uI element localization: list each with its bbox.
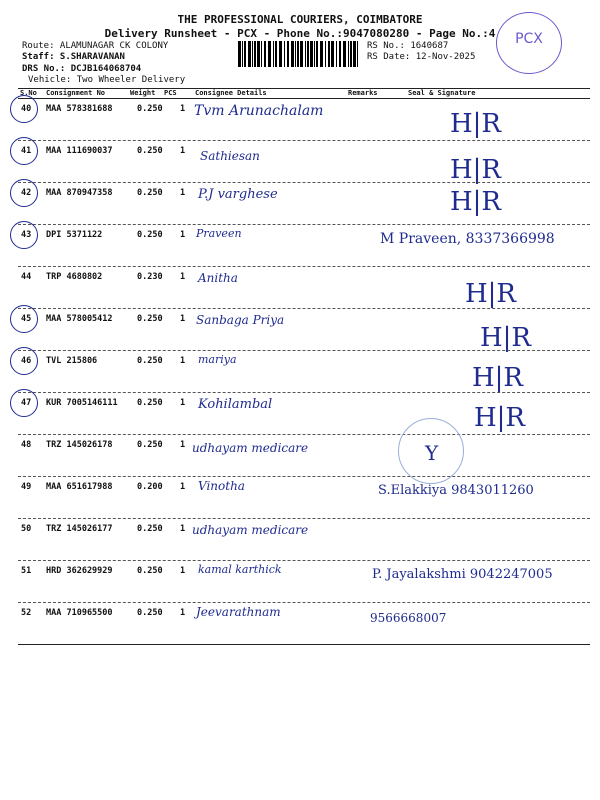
consignment-number: MAA 111690037	[46, 146, 113, 156]
col-weight: Weight	[130, 89, 156, 97]
barcode-bar	[268, 41, 271, 67]
tick-circle	[10, 137, 38, 165]
weight-value: 0.250	[137, 440, 163, 450]
tick-circle	[10, 95, 38, 123]
row-sno: 45	[21, 314, 32, 324]
row-divider	[18, 560, 590, 561]
consignment-number: MAA 870947358	[46, 188, 113, 198]
barcode-bar	[314, 41, 315, 67]
tick-circle	[10, 221, 38, 249]
consignee-name: Anitha	[198, 271, 238, 285]
barcode-bar	[310, 41, 313, 67]
signature: H|R	[472, 363, 524, 393]
tick-circle	[10, 305, 38, 333]
barcode-bar	[291, 41, 294, 67]
consignment-number: MAA 651617988	[46, 482, 113, 492]
pcs-value: 1	[180, 608, 186, 618]
barcode-bar	[242, 41, 243, 67]
consignee-name: Vinotha	[198, 479, 245, 493]
barcode-bar	[261, 41, 262, 67]
consignee-name: udhayam medicare	[192, 523, 309, 537]
signature: H|R	[450, 187, 502, 217]
barcode-bar	[284, 41, 285, 67]
row-sno: 49	[21, 482, 32, 492]
consignee-name: Jeevarathnam	[196, 605, 281, 619]
weight-value: 0.230	[137, 272, 163, 282]
barcode-bar	[254, 41, 256, 67]
staff-label: Staff: S.SHARAVANAN	[22, 52, 125, 62]
rs-date: RS Date: 12-Nov-2025	[367, 52, 476, 62]
pcs-value: 1	[180, 104, 186, 114]
tick-circle	[10, 347, 38, 375]
weight-value: 0.250	[137, 104, 163, 114]
weight-value: 0.250	[137, 398, 163, 408]
consignment-number: TVL 215806	[46, 356, 98, 366]
barcode-bar	[353, 41, 356, 67]
signature: 9566668007	[370, 611, 447, 625]
row-sno: 52	[21, 608, 32, 618]
barcode-bar	[331, 41, 334, 67]
consignment-number: KUR 7005146111	[46, 398, 118, 408]
col-sno: S.No	[20, 89, 37, 97]
barcode-bar	[297, 41, 299, 67]
pcs-value: 1	[180, 398, 186, 408]
weight-value: 0.200	[137, 482, 163, 492]
signature: H|R	[480, 323, 532, 353]
consignee-name: kamal karthick	[198, 563, 282, 576]
tick-circle	[10, 389, 38, 417]
signature: P. Jayalakshmi 9042247005	[372, 567, 553, 582]
consignment-number: TRP 4680802	[46, 272, 103, 282]
pcx-stamp-text: PCX	[515, 31, 543, 47]
row-divider	[18, 182, 590, 183]
signature: Y	[425, 441, 439, 465]
weight-value: 0.250	[137, 566, 163, 576]
col-remarks: Remarks	[348, 89, 378, 97]
row-sno: 51	[21, 566, 32, 576]
pcs-value: 1	[180, 524, 186, 534]
barcode-bar	[325, 41, 326, 67]
barcode-bar	[238, 41, 241, 67]
row-divider	[18, 434, 590, 435]
pcs-value: 1	[180, 188, 186, 198]
signature: M Praveen, 8337366998	[380, 231, 555, 247]
row-divider	[18, 224, 590, 225]
consignee-name: Sathiesan	[200, 149, 260, 163]
weight-value: 0.250	[137, 608, 163, 618]
barcode-bar	[279, 41, 282, 67]
row-sno: 47	[21, 398, 32, 408]
header-bottom-rule	[18, 98, 590, 99]
col-seal: Seal & Signature	[408, 89, 476, 97]
barcode-bar	[348, 41, 349, 67]
barcode-bar	[343, 41, 346, 67]
signature: H|R	[474, 403, 526, 433]
barcode-bar	[252, 41, 253, 67]
pcs-value: 1	[180, 566, 186, 576]
company-title: THE PROFESSIONAL COURIERS, COIMBATORE	[177, 13, 423, 26]
row-divider	[18, 350, 590, 351]
row-divider	[18, 392, 590, 393]
pcs-value: 1	[180, 146, 186, 156]
consignee-name: mariya	[198, 353, 237, 366]
barcode-bar	[244, 41, 246, 67]
barcode-bar	[287, 41, 289, 67]
weight-value: 0.250	[137, 188, 163, 198]
rs-number: RS No.: 1640687	[367, 41, 449, 51]
barcode-image	[238, 41, 360, 67]
weight-value: 0.250	[137, 356, 163, 366]
route-label: Route: ALAMUNAGAR CK COLONY	[22, 41, 169, 51]
consignee-name: Kohilambal	[198, 397, 273, 412]
consignment-number: MAA 578381688	[46, 104, 113, 114]
row-sno: 41	[21, 146, 32, 156]
consignee-name: Sanbaga Priya	[196, 313, 285, 327]
barcode-bar	[320, 41, 323, 67]
row-sno: 50	[21, 524, 32, 534]
consignee-name: Tvm Arunachalam	[194, 103, 324, 119]
weight-value: 0.250	[137, 314, 163, 324]
consignment-number: MAA 710965500	[46, 608, 113, 618]
row-sno: 44	[21, 272, 32, 282]
row-divider	[18, 308, 590, 309]
header-top-rule	[18, 88, 590, 89]
col-consignment: Consignment No	[46, 89, 106, 97]
barcode-bar	[273, 41, 274, 67]
company-seal-icon	[398, 418, 464, 484]
pcs-value: 1	[180, 230, 186, 240]
barcode-bar	[339, 41, 341, 67]
weight-value: 0.250	[137, 230, 163, 240]
pcx-stamp	[496, 12, 562, 74]
barcode-bar	[248, 41, 251, 67]
consignee-name: udhayam medicare	[192, 441, 309, 455]
consignment-number: MAA 578005412	[46, 314, 113, 324]
weight-value: 0.250	[137, 146, 163, 156]
pcs-value: 1	[180, 440, 186, 450]
barcode-bar	[316, 41, 318, 67]
consignee-name: Praveen	[196, 227, 242, 240]
vehicle-label: Vehicle: Two Wheeler Delivery	[28, 75, 186, 85]
col-consignee: Consignee Details	[195, 89, 267, 97]
barcode-bar	[328, 41, 330, 67]
runsheet-subtitle: Delivery Runsheet - PCX - Phone No.:9047080280 - Page No.:4	[104, 27, 496, 40]
signature: H|R	[450, 109, 502, 139]
pcs-value: 1	[180, 356, 186, 366]
row-sno: 43	[21, 230, 32, 240]
barcode-bar	[350, 41, 352, 67]
pcs-value: 1	[180, 482, 186, 492]
consignee-name: P.J varghese	[198, 187, 278, 202]
row-divider	[18, 602, 590, 603]
consignment-number: TRZ 145026178	[46, 440, 113, 450]
signature: H|R	[465, 279, 517, 309]
barcode-bar	[357, 41, 358, 67]
barcode-bar	[305, 41, 306, 67]
row-divider	[18, 266, 590, 267]
barcode-bar	[307, 41, 309, 67]
signature: S.Elakkiya 9843011260	[378, 483, 534, 498]
row-divider	[18, 644, 590, 645]
barcode-bar	[336, 41, 337, 67]
row-sno: 40	[21, 104, 32, 114]
consignment-number: DPI 5371122	[46, 230, 103, 240]
drs-number: DRS No.: DCJB164068704	[22, 64, 142, 74]
col-pcs: PCS	[164, 89, 177, 97]
row-divider	[18, 518, 590, 519]
signature: H|R	[450, 155, 502, 185]
row-sno: 42	[21, 188, 32, 198]
barcode-bar	[257, 41, 260, 67]
row-divider	[18, 140, 590, 141]
weight-value: 0.250	[137, 524, 163, 534]
row-divider	[18, 476, 590, 477]
pcs-value: 1	[180, 314, 186, 324]
consignment-number: HRD 362629929	[46, 566, 113, 576]
tick-circle	[10, 179, 38, 207]
consignment-number: TRZ 145026177	[46, 524, 113, 534]
row-sno: 48	[21, 440, 32, 450]
barcode-bar	[300, 41, 303, 67]
pcs-value: 1	[180, 272, 186, 282]
row-sno: 46	[21, 356, 32, 366]
barcode-bar	[295, 41, 296, 67]
barcode-bar	[264, 41, 266, 67]
barcode-bar	[275, 41, 277, 67]
